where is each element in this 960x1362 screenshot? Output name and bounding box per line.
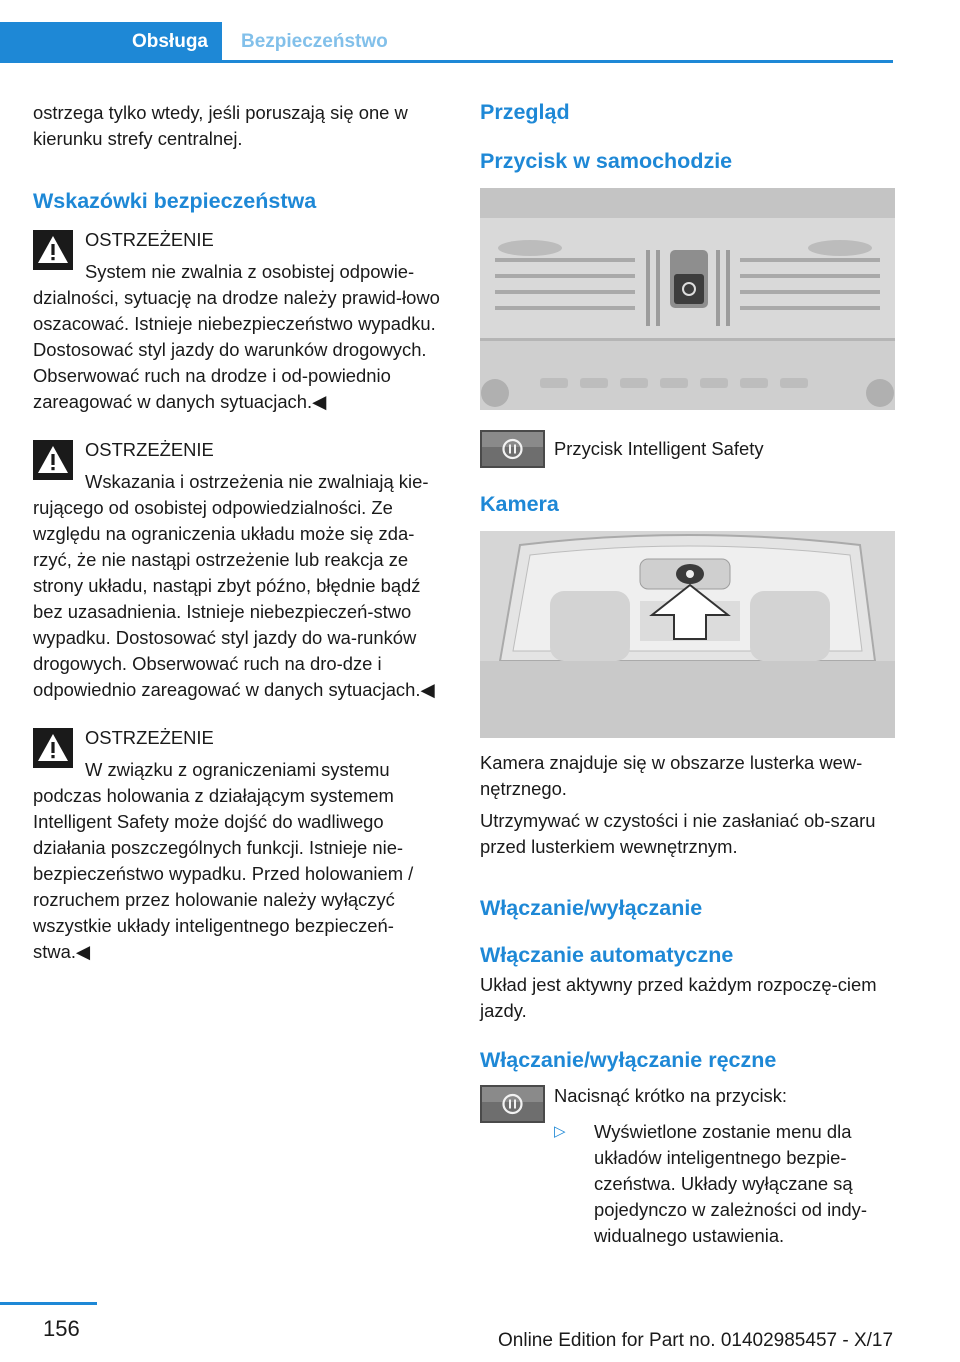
warning-2	[33, 437, 448, 703]
tab-obsluga[interactable]: Obsługa	[0, 22, 222, 60]
warning-text: podczas holowania z działającym systemem Intelligent Safety może dojść do wadliwego działania poszczególnych funkcji. Istnieje nie‐bezpieczeństwo wypadku. Przed holowaniem / rozruchem przez holowanie należy wyłączyć wszystkie układy inteligentnego bezpieczeń‐stwa.◀	[33, 785, 414, 962]
manual-bullet-list	[480, 1119, 895, 1249]
list-item-text: Wyświetlone zostanie menu dla układów inteligentnego bezpie‐czeństwa. Układy wyłączane są pojedynczo w zależności od indy‐widualnego ustawienia.	[594, 1121, 867, 1246]
button-caption: Przycisk Intelligent Safety	[554, 438, 764, 459]
button-caption-row	[480, 418, 895, 478]
left-column	[33, 100, 448, 965]
warning-triangle-icon	[33, 440, 73, 480]
warning-text-first-line: System nie zwalnia z osobistej odpowie‐	[85, 261, 415, 282]
header-tabs	[0, 22, 893, 63]
warning-text: rującego od osobistej odpowiedzialności. Ze względu na ograniczenia układu może się zda‐rzyć, że nie nastąpi ostrzeżenie lub reakcja ze strony układu, nastąpi zbyt późno, błędnie bądź bez uzasadnienia. Istnieje niebezpieczeń‐stwo wypadku. Dostosować styl jazdy do wa‐runków drogowych. Obserwować ruch na dro‐dze i odpowiednio zareagować w danych sytuacjach.◀	[33, 497, 435, 700]
heading-on-off: Włączanie/wyłączanie	[480, 896, 703, 920]
warning-text-first-line: W związku z ograniczeniami systemu	[85, 759, 390, 780]
heading-manual-on-off: Włączanie/wyłączanie ręczne	[480, 1048, 777, 1072]
page-number: 156	[43, 1316, 80, 1341]
warning-text: dzialności, sytuację na drodze należy prawid‐łowo oszacować. Istnieje niebezpieczeństwo wypadku. Dostosować styl jazdy do warunków drogowych. Obserwować ruch na drodze i od‐powiednio zareagować w danych sytuacjach.◀	[33, 287, 440, 412]
warning-heading: OSTRZEŻENIE	[85, 727, 214, 748]
tab-bezpieczenstwo[interactable]: Bezpieczeństwo	[241, 31, 388, 52]
section-title-safety: Wskazówki bezpieczeństwa	[33, 189, 317, 213]
warning-3	[33, 725, 448, 965]
list-item	[554, 1119, 895, 1249]
camera-cleaning-note: Utrzymywać w czystości i nie zasłaniać ob‐szaru przed lusterkiem wewnętrznym.	[480, 810, 876, 857]
manual-instruction: Nacisnąć krótko na przycisk:	[554, 1085, 788, 1106]
auto-on-text: Układ jest aktywny przed każdym rozpoczę‐ciem jazdy.	[480, 974, 877, 1021]
warning-heading: OSTRZEŻENIE	[85, 229, 214, 250]
camera-description: Kamera znajduje się w obszarze lusterka wew‐nętrznego.	[480, 752, 863, 799]
warning-text-first-line: Wskazania i ostrzeżenia nie zwalniają kie‐	[85, 471, 429, 492]
intro-text: ostrzega tylko wtedy, jeśli poruszają się one w kierunku strefy centralnej.	[33, 102, 408, 149]
heading-button-in-car: Przycisk w samochodzie	[480, 149, 733, 173]
dashboard-button-photo	[480, 188, 895, 410]
page-number-rule	[0, 1302, 97, 1305]
heading-overview: Przegląd	[480, 100, 570, 124]
heading-auto-on: Włączanie automatyczne	[480, 943, 734, 967]
warning-heading: OSTRZEŻENIE	[85, 439, 214, 460]
warning-triangle-icon	[33, 728, 73, 768]
edition-footer: Online Edition for Part no. 01402985457 - X/17	[498, 1330, 894, 1351]
triangle-bullet-icon: ▷	[554, 1123, 566, 1140]
intelligent-safety-button-icon	[480, 1085, 545, 1123]
manual-section	[480, 1083, 895, 1249]
warning-1	[33, 227, 448, 415]
intelligent-safety-button-icon	[480, 430, 545, 468]
camera-photo	[480, 531, 895, 738]
right-column	[480, 100, 895, 1249]
heading-camera: Kamera	[480, 492, 559, 516]
warning-triangle-icon	[33, 230, 73, 270]
